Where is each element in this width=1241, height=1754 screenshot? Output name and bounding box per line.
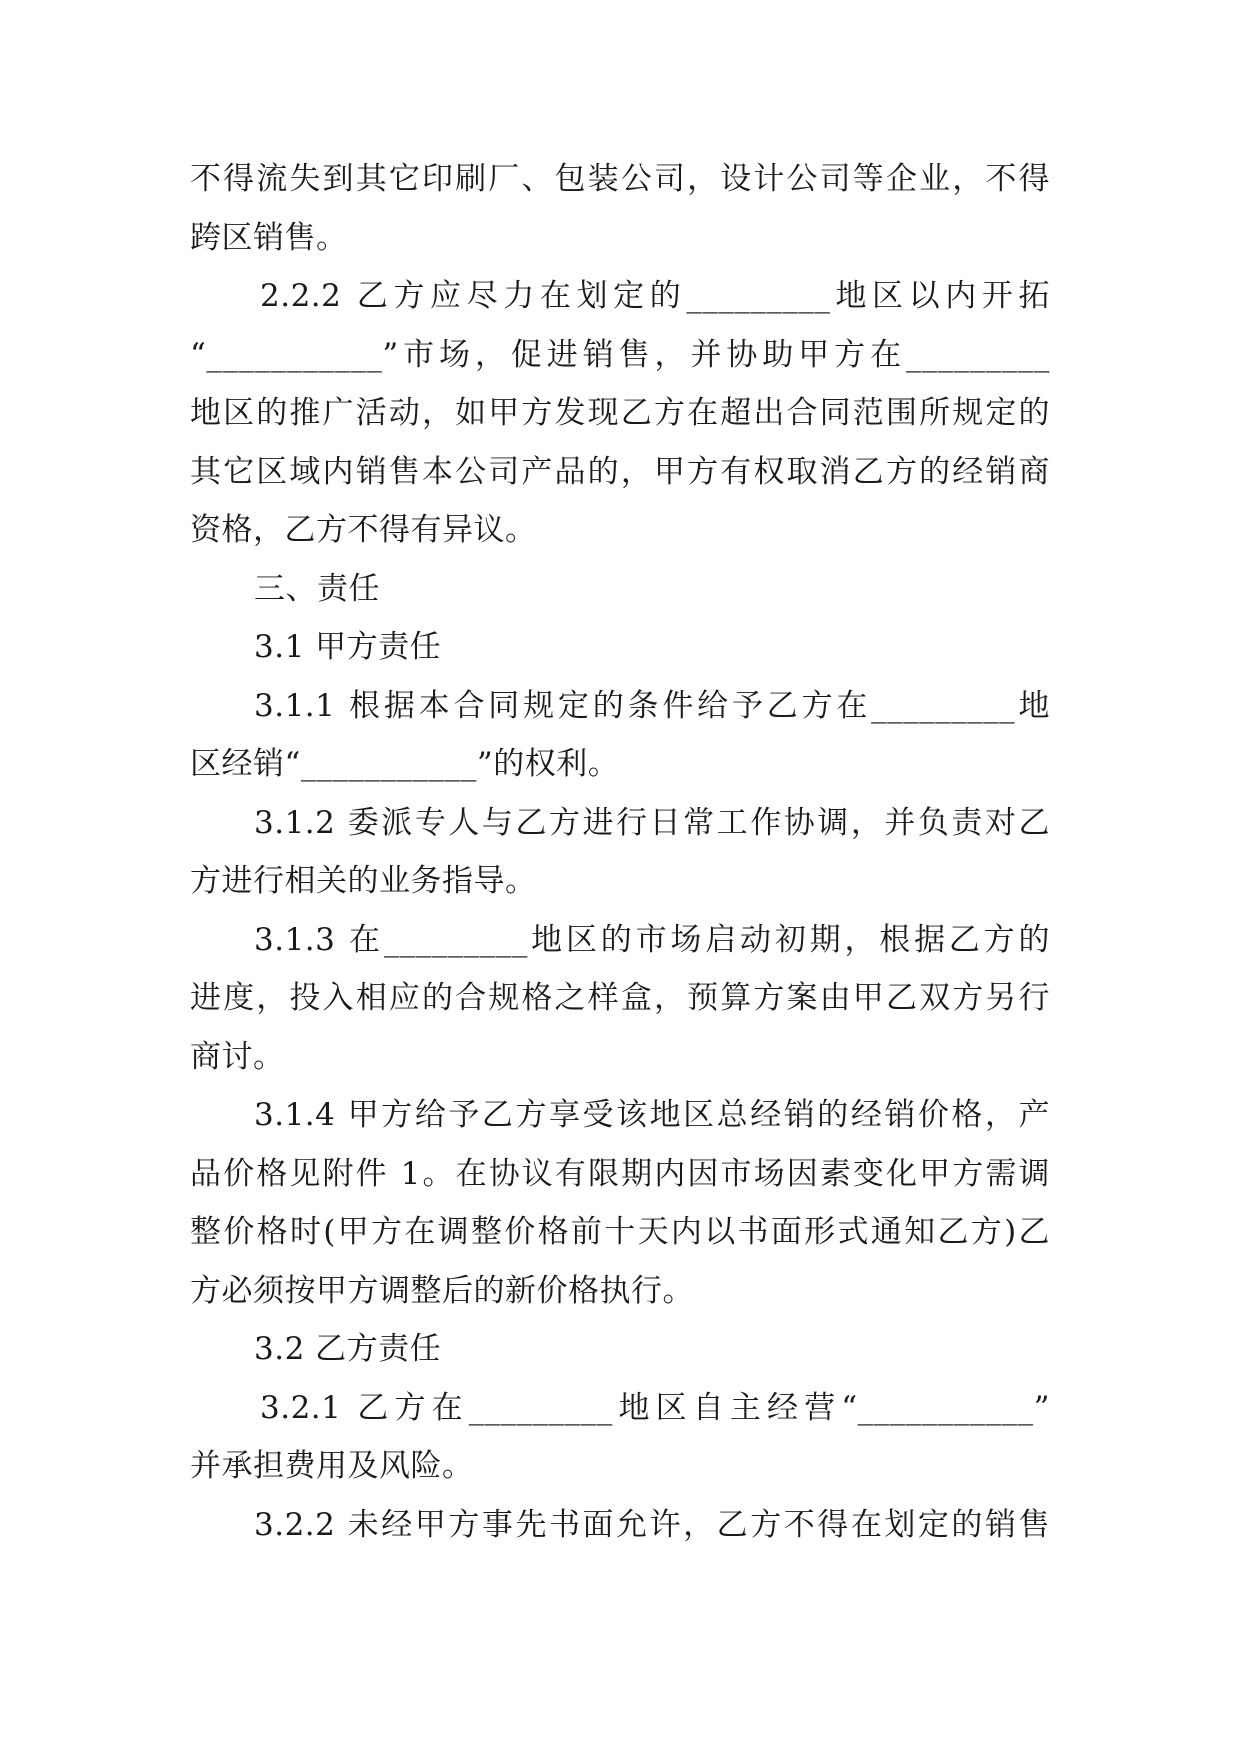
- clause-2-2-2: 2.2.2 乙方应尽力在划定的_________地区以内开拓: [260, 278, 1050, 314]
- document-page: [190, 150, 1050, 1554]
- paragraph-line: “___________”市场，促进销售，并协助甲方在_________: [190, 336, 1050, 373]
- subsection-heading-party-b: 3.2 乙方责任: [254, 1331, 442, 1367]
- clause-3-1-3: 3.1.3 在_________地区的市场启动初期，根据乙方的: [254, 921, 1050, 958]
- clause-3-1-1: 3.1.1 根据本合同规定的条件给予乙方在_________地: [254, 687, 1050, 724]
- paragraph-line: 整价格时(甲方在调整价格前十天内以书面形式通知乙方)乙: [190, 1214, 1050, 1250]
- clause-3-2-1: 3.2.1 乙方在_________地区自主经营“___________”: [260, 1389, 1050, 1426]
- paragraph-line: 跨区销售。: [190, 219, 348, 256]
- paragraph-line: 不得流失到其它印刷厂、包装公司，设计公司等企业，不得: [190, 161, 1050, 197]
- paragraph-line: 方必须按甲方调整后的新价格执行。: [190, 1272, 694, 1309]
- paragraph-line: 并承担费用及风险。: [190, 1448, 474, 1484]
- paragraph-line: 方进行相关的业务指导。: [190, 863, 537, 899]
- paragraph-line: 其它区域内销售本公司产品的，甲方有权取消乙方的经销商: [190, 453, 1050, 490]
- paragraph-line: 资格，乙方不得有异议。: [190, 512, 537, 548]
- clause-3-2-2: 3.2.2 未经甲方事先书面允许，乙方不得在划定的销售: [254, 1506, 1050, 1543]
- clause-3-1-4: 3.1.4 甲方给予乙方享受该地区总经销的经销价格，产: [254, 1097, 1050, 1133]
- paragraph-line: 地区的推广活动，如甲方发现乙方在超出合同范围所规定的: [190, 395, 1050, 431]
- paragraph-line: 进度，投入相应的合规格之样盒，预算方案由甲乙双方另行: [190, 980, 1050, 1016]
- paragraph-line: 品价格见附件 1。在协议有限期内因市场因素变化甲方需调: [190, 1155, 1050, 1192]
- paragraph-line: 区经销“___________”的权利。: [190, 746, 620, 782]
- section-heading-responsibility: 三、责任: [254, 570, 380, 607]
- subsection-heading-party-a: 3.1 甲方责任: [254, 629, 442, 665]
- clause-3-1-2: 3.1.2 委派专人与乙方进行日常工作协调，并负责对乙: [254, 804, 1050, 841]
- paragraph-line: 商讨。: [190, 1038, 285, 1075]
